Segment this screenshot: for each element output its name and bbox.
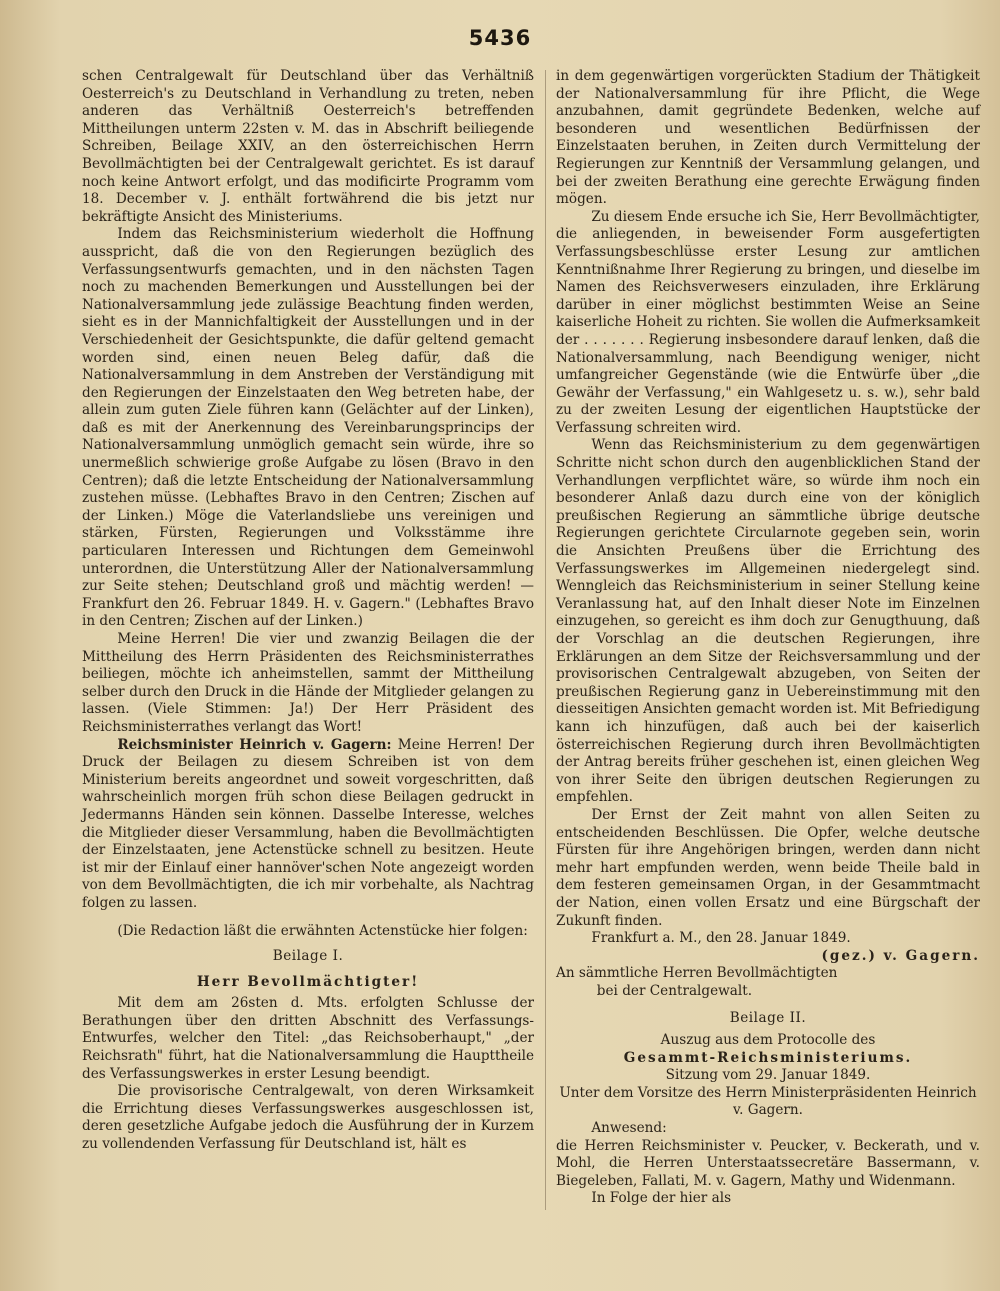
- paragraph: Zu diesem Ende ersuche ich Sie, Herr Bevollmächtigter, die anliegenden, in beweisender Form ausgefertigten Verfassungsbeschlüsse erster Lesung zur amtlichen Kenntnißnahme Ihrer Regierung zu bringen, und dieselbe im Namen des Reichsverwesers einzuladen, ihre Erklärung darüber in einer möglichst bestimmten Weise an Seine kaiserliche Hoheit zu richten. Sie wollen die Aufmerksamkeit der . . . . . . . Regierung insbesondere darauf lenken, daß die Nationalversammlung, nach Beendigung weniger, nicht umfangreicher Gegenstände (wie die Entwürfe über „die Gewähr der Verfassung," ein Wahlgesetz u. s. w.), sehr bald zu der zweiten Lesung der eigentlichen Hauptstücke der Verfassung schreiten wird.: [556, 208, 980, 436]
- salutation: Herr Bevollmächtigter!: [196, 973, 420, 990]
- left-column: [82, 68, 534, 1154]
- editorial-note: (Die Redaction läßt die erwähnten Actenstücke hier folgen:: [117, 922, 528, 939]
- address-line: bei der Centralgewalt.: [596, 982, 753, 999]
- signature: (gez.) v. Gagern.: [821, 947, 980, 964]
- date-line: Frankfurt a. M., den 28. Januar 1849.: [591, 930, 851, 947]
- paragraph: Wenn das Reichsministerium zu dem gegenwärtigen Schritte nicht schon durch den augenblicklichen Stand der Verhandlungen verpflichtet wäre, so würde ihm noch ein besonderer Anlaß dazu durch eine von der königlich preußischen Regierung an sämmtliche übrige deutsche Regierungen gerichtete Circularnote gegeben sein, worin die Ansichten Preußens über die Errichtung des Verfassungswerkes im Allgemeinen niedergelegt sind. Wenngleich das Reichsministerium in seiner Stellung keine Veranlassung hat, auf den Inhalt dieser Note im Einzelnen einzugehen, so gereicht es ihm doch zur Genugthuung, daß der Vorschlag an die deutschen Regierungen, ihre Erklärungen an dem Sitze der Reichsversammlung und der provisorischen Centralgewalt abzugeben, von Seiten der preußischen Regierung ganz in Uebereinstimmung mit den diesseitigen Ansichten gemacht worden ist. Mit Befriedigung kann ich hinzufügen, daß auch bei der kaiserlich österreichischen Regierung durch ihren Bevollmächtigten der Antrag bereits früher geschehen ist, einen gleichen Weg von ihrer Seite den übrigen deutschen Regierungen zu empfehlen.: [556, 437, 980, 806]
- paragraph: In Folge der hier als: [591, 1190, 732, 1207]
- chair-line: Unter dem Vorsitze des Herrn Ministerpräsidenten Heinrich v. Gagern.: [559, 1084, 977, 1119]
- paragraph: Indem das Reichsministerium wiederholt die Hoffnung ausspricht, daß die von den Regierungen bezüglich des Verfassungsentwurfs gemachten, und in den nächsten Tagen noch zu machenden Bemerkungen und Ausstellungen bei der Nationalversammlung jede zulässige Beachtung finden werden, sieht es in der Mannichfaltigkeit der Ausstellungen und in der Verschiedenheit der Gesichtspunkte, die dafür geltend gemacht worden sind, einen neuen Beleg dafür, daß die Nationalversammlung in dem Anstreben der Verständigung mit den Regierungen der Einzelstaaten den Weg betreten habe, der allein zum guten Ziele führen kann (Gelächter auf der Linken), daß es mit der Anerkennung des Vereinbarungsprincips der Nationalversammlung unmöglich gemacht sein würde, ihre so unermeßlich schwierige große Aufgabe zu lösen (Bravo in den Centren); daß die letzte Entscheidung der Nationalversammlung zustehen müsse. (Lebhaftes Bravo in den Centren; Zischen auf der Linken.) Möge die Vaterlandsliebe uns vereinigen und stärken, Fürsten, Regierungen und Volksstämme ihre particularen Interessen und Richtungen dem Gemeinwohl unterordnen, die Unterstützung Aller der Nationalversammlung zur Seite stehen; Deutschland groß und mächtig werden! — Frankfurt den 26. Februar 1849. H. v. Gagern." (Lebhaftes Bravo in den Centren; Zischen auf der Linken.): [82, 226, 534, 630]
- page-number: 5436: [468, 26, 532, 50]
- paragraph: Die provisorische Centralgewalt, von deren Wirksamkeit die Errichtung dieses Verfassungswerkes ausgeschlossen ist, deren gesetzliche Aufgabe jedoch die Ausführung der in Kurzem zu vollendenden Verfassung für Deutschland ist, hält es: [82, 1083, 534, 1153]
- paragraph: Mit dem am 26sten d. Mts. erfolgten Schlusse der Berathungen über den dritten Abschnitt des Verfassungs-Entwurfes, welcher den Titel: „das Reichsoberhaupt," „der Reichsrath" führt, hat die Nationalversammlung die Haupttheile des Verfassungswerkes in erster Lesung beendigt.: [82, 995, 534, 1082]
- right-column: [556, 68, 980, 1208]
- address-line: An sämmtliche Herren Bevollmächtigten: [556, 965, 838, 982]
- session-date: Sitzung vom 29. Januar 1849.: [665, 1067, 871, 1084]
- speech-paragraph: [82, 737, 534, 913]
- protocol-title: Auszug aus dem Protocolle des: [660, 1032, 876, 1049]
- attendees: die Herren Reichsminister v. Peucker, v. Beckerath, und v. Mohl, die Herren Unterstaatssecretäre Bassermann, v. Biegeleben, Fallati, M. v. Gagern, Mathy und Widenmann.: [556, 1137, 980, 1189]
- speaker-name: Reichsminister Heinrich v. Gagern:: [117, 736, 392, 753]
- paragraph: in dem gegenwärtigen vorgerückten Stadium der Thätigkeit der Nationalversammlung für ihre Pflicht, die Wege anzubahnen, damit gegründete Bedenken, welche auf besonderen und wesentlichen Bedürfnissen der Einzelstaaten beruhen, in Zeiten durch Vermittelung der Regierungen zur Kenntniß der Versammlung gelangen, und bei der zweiten Berathung eine gerechte Erwägung finden mögen.: [556, 68, 980, 208]
- paragraph: schen Centralgewalt für Deutschland über das Verhältniß Oesterreich's zu Deutschland in Verhandlung zu treten, neben anderen das Verhältniß Oesterreich's betreffenden Mittheilungen unterm 22sten v. M. das in Abschrift beiliegende Schreiben, Beilage XXIV, an den österreichischen Herrn Bevollmächtigten bei der Centralgewalt gerichtet. Es ist darauf noch keine Antwort erfolgt, und das modificirte Programm vom 18. December v. J. enthält fortwährend die bis jetzt nur bekräftigte Ansicht des Ministeriums.: [82, 68, 534, 225]
- paragraph: Der Ernst der Zeit mahnt von allen Seiten zu entscheidenden Beschlüssen. Die Opfer, welche deutsche Fürsten für ihre Angehörigen bringen, werden dann nicht mehr hart empfunden werden, wenn beide Theile bald in dem festeren gemeinsamen Organ, in der Gesammtmacht der Nation, einen vollen Ersatz und eine Bürgschaft der Zukunft finden.: [556, 806, 980, 929]
- protocol-title: Gesammt-Reichsministeriums.: [623, 1049, 913, 1066]
- column-divider: [545, 70, 546, 1210]
- present-label: Anwesend:: [591, 1120, 667, 1137]
- paragraph: Meine Herren! Die vier und zwanzig Beilagen die der Mittheilung des Herrn Präsidenten des Reichsministerrathes beiliegen, möchte ich anheimstellen, sammt der Mittheilung selber durch den Druck in die Hände der Mitglieder gelangen zu lassen. (Viele Stimmen: Ja!) Der Herr Präsident des Reichsministerrathes verlangt das Wort!: [82, 631, 534, 735]
- beilage-heading: Beilage II.: [729, 1010, 807, 1027]
- beilage-heading: Beilage I.: [272, 948, 344, 965]
- speech-text: Meine Herren! Der Druck der Beilagen zu diesem Schreiben ist von dem Ministerium bereits angeordnet und soweit vorgeschritten, daß wahrscheinlich morgen früh schon diese Beilagen gedruckt in Jedermanns Händen sein können. Dasselbe Interesse, welches die Mitglieder dieser Versammlung, haben die Bevollmächtigten der Einzelstaaten, jene Actenstücke schnell zu besitzen. Heute ist mir der Einlauf einer hannöver'schen Note angezeigt worden von dem Bevollmächtigten, die ich mir vorbehalte, als Nachtrag folgen zu lassen.: [82, 736, 534, 911]
